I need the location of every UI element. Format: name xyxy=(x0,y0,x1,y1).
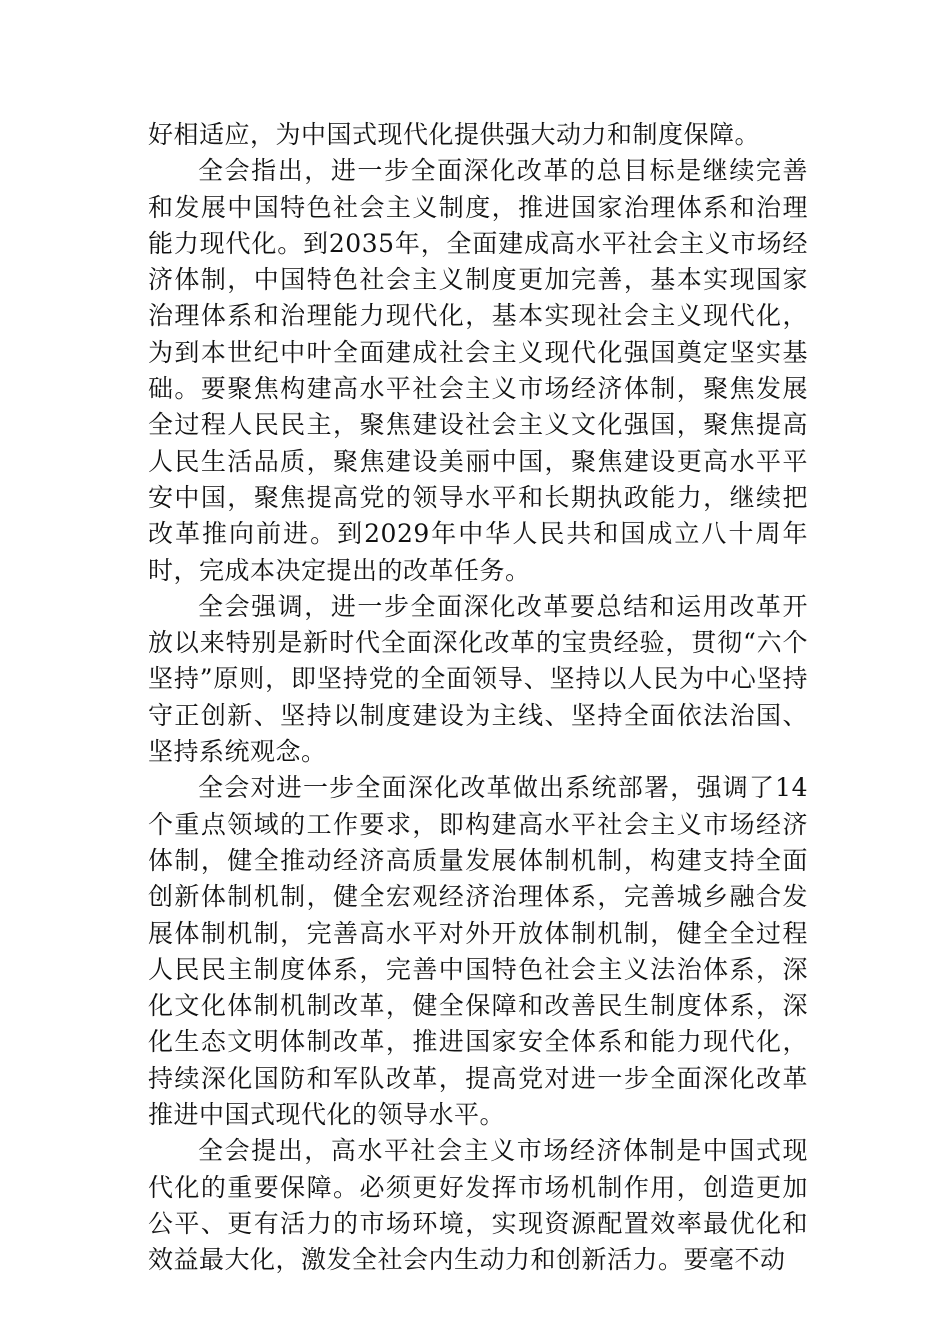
paragraph-continuation: 好相适应，为中国式现代化提供强大动力和制度保障。 xyxy=(148,120,761,149)
document-body xyxy=(148,117,808,1279)
paragraph-market-economy: 全会提出，高水平社会主义市场经济体制是中国式现代化的重要保障。必须更好发挥市场机制作用，创造更加公平、更有活力的市场环境，实现资源配置效率最优化和效益最大化，激发全社会内生动力和创新活力。要毫不动 xyxy=(148,1136,808,1275)
paragraph-six-principles: 全会强调，进一步全面深化改革要总结和运用改革开放以来特别是新时代全面深化改革的宝贵经验，贯彻“六个坚持”原则，即坚持党的全面领导、坚持以人民为中心坚持守正创新、坚持以制度建设为主线、坚持全面依法治国、坚持系统观念。 xyxy=(148,591,808,767)
paragraph-overall-goal: 全会指出，进一步全面深化改革的总目标是继续完善和发展中国特色社会主义制度，推进国家治理体系和治理能力现代化。到2035年，全面建成高水平社会主义市场经济体制，中国特色社会主义制度更加完善，基本实现国家治理体系和治理能力现代化，基本实现社会主义现代化，为到本世纪中叶全面建成社会主义现代化强国奠定坚实基础。要聚焦构建高水平社会主义市场经济体制，聚焦发展全过程人民民主，聚焦建设社会主义文化强国，聚焦提高人民生活品质，聚焦建设美丽中国，聚焦建设更高水平平安中国，聚焦提高党的领导水平和长期执政能力，继续把改革推向前进。到2029年中华人民共和国成立八十周年时，完成本决定提出的改革任务。 xyxy=(148,156,808,585)
paragraph-fourteen-areas: 全会对进一步全面深化改革做出系统部署，强调了14个重点领域的工作要求，即构建高水平社会主义市场经济体制，健全推动经济高质量发展体制机制，构建支持全面创新体制机制，健全宏观经济治理体系，完善城乡融合发展体制机制，完善高水平对外开放体制机制，健全全过程人民民主制度体系，完善中国特色社会主义法治体系，深化文化体制机制改革，健全保障和改善民生制度体系，深化生态文明体制改革，推进国家安全体系和能力现代化，持续深化国防和军队改革，提高党对进一步全面深化改革推进中国式现代化的领导水平。 xyxy=(148,773,808,1130)
